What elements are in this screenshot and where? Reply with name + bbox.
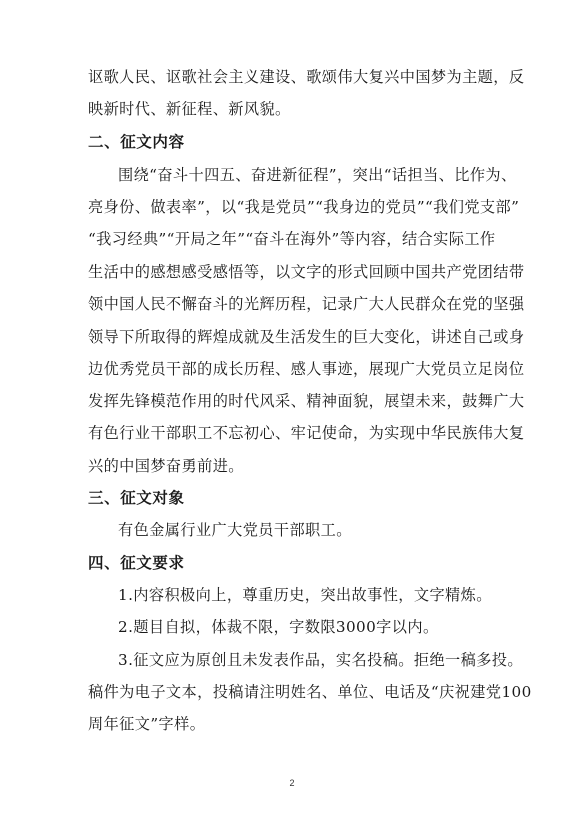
paragraph-line: 有色行业干部职工不忘初心、牢记使命，为实现中华民族伟大复 <box>88 424 525 442</box>
section-heading-audience: 三、征文对象 <box>88 489 185 507</box>
intro-line-2: 映新时代、新征程、新风貌。 <box>88 100 291 118</box>
paragraph-line: 生活中的感想感受感悟等，以文字的形式回顾中国共产党团结带 <box>88 263 525 281</box>
paragraph-line: 亮身份、做表率”，以“我是党员”“我身边的党员”“我们党支部” <box>88 198 520 216</box>
paragraph-line: 边优秀党员干部的成长历程、感人事迹，展现广大党员立足岗位 <box>88 360 525 378</box>
page-number: 2 <box>289 778 295 788</box>
paragraph-line: 发挥先锋模范作用的时代风采、精神面貌，展望未来，鼓舞广大 <box>88 392 525 410</box>
intro-line-1: 讴歌人民、讴歌社会主义建设、歌颂伟大复兴中国梦为主题，反 <box>88 68 525 86</box>
requirement-item-1: 1.内容积极向上，尊重历史，突出故事性，文字精炼。 <box>118 586 492 604</box>
paragraph-line: 有色金属行业广大党员干部职工。 <box>118 521 352 539</box>
requirement-item-2: 2.题目自拟，体裁不限，字数限3000字以内。 <box>118 618 439 636</box>
section-heading-content: 二、征文内容 <box>88 133 185 151</box>
requirement-item-3: 3.征文应为原创且未发表作品，实名投稿。拒绝一稿多投。 <box>118 651 523 669</box>
paragraph-line: 围绕“奋斗十四五、奋进新征程”，突出“话担当、比作为、 <box>118 166 517 184</box>
paragraph-line: 领中国人民不懈奋斗的光辉历程，记录广大人民群众在党的坚强 <box>88 295 525 313</box>
paragraph-line: 稿件为电子文本，投稿请注明姓名、单位、电话及“庆祝建党100 <box>88 683 532 701</box>
paragraph-line: 周年征文”字样。 <box>88 715 206 733</box>
section-heading-requirements: 四、征文要求 <box>88 554 185 572</box>
paragraph-line: “我习经典”“开局之年”“奋斗在海外”等内容，结合实际工作 <box>88 230 496 248</box>
paragraph-line: 领导下所取得的辉煌成就及生活发生的巨大变化，讲述自己或身 <box>88 328 525 346</box>
paragraph-line: 兴的中国梦奋勇前进。 <box>88 457 244 475</box>
